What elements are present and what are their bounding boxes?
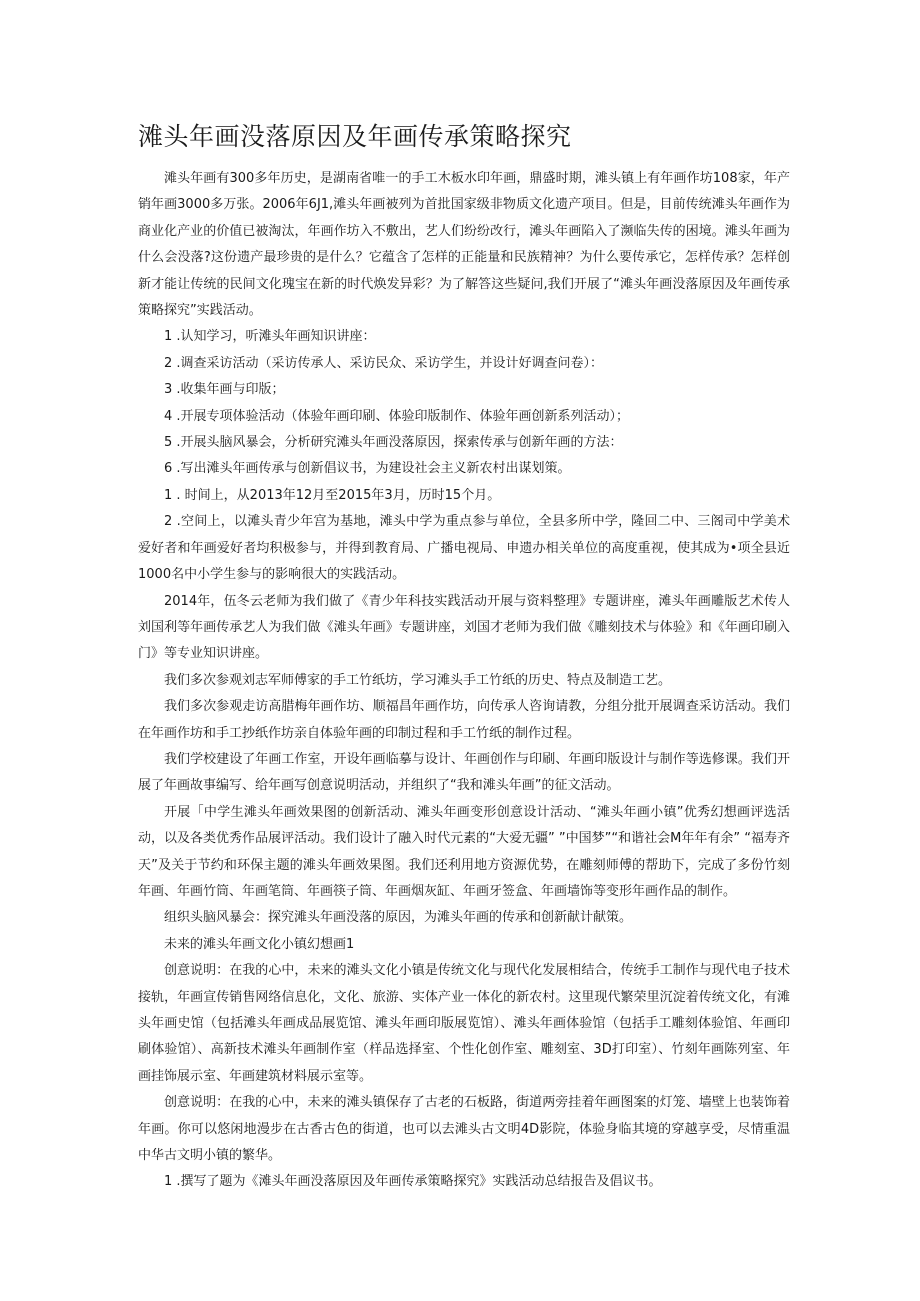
list-item-activity-3: 3 .收集年画与印版；: [164, 382, 285, 398]
list-item-space: 2 .空间上，以滩头青少年宫为基地，滩头中学为重点参与单位，全县多所中学，隆回二中、三阁司中学美术爱好者和年画爱好者均积极参与，并得到教育局、广播电视局、申遗办相关单位的高度重视，使其成为•项全县近1000名中小学生参与的影响很大的实践活动。: [138, 514, 790, 583]
paragraph-lectures: 2014年，伍冬云老师为我们做了《青少年科技实践活动开展与资料整理》专题讲座，滩头年画雕版艺术传人刘国利等年画传承艺人为我们做《滩头年画》专题讲座，刘国才老师为我们做《雕刻技术与体验》和《年画印刷入门》等专业知识讲座。: [138, 593, 790, 662]
list-item-activity-2: 2 .调查采访活动（采访传承人、采访民众、采访学生，并设计好调查问卷）：: [164, 355, 604, 371]
paragraph-innovation: 开展「中学生滩头年画效果图的创新活动、滩头年画变形创意设计活动、“滩头年画小镇”优秀幻想画评选活动，以及各类优秀作品展评活动。我们设计了融入时代元素的“大爱无疆” ”中国梦”“和谐社会M年年有余” “福寿齐天”及关于节约和环保主题的滩头年画效果图。我们还利用地方资源优势，在雕刻师傅的帮助下，完成了多份竹刻年画、年画竹筒、年画笔筒、年画筷子筒、年画烟灰缸、年画牙签盒、年画墙饰等变形年画作品的制作。: [138, 804, 790, 899]
list-item-activity-1: 1 .认知学习，听滩头年画知识讲座：: [164, 329, 376, 345]
list-item-time: 1 . 时间上，从2013年12月至2015年3月，历时15个月。: [164, 487, 501, 503]
paragraph-creative-note-2: 创意说明：在我的心中，未来的滩头镇保存了古老的石板路，街道两旁挂着年画图案的灯笼、墙壁上也装饰着年画。你可以悠闲地漫步在古香古色的街道，也可以去滩头古文明4D影院，体验身临其境的穿越享受，尽情重温中华古文明小镇的繁华。: [138, 1095, 790, 1164]
list-item-activity-6: 6 .写出滩头年画传承与创新倡议书，为建设社会主义新农村出谋划策。: [164, 461, 571, 477]
paragraph-creative-note-1: 创意说明：在我的心中，未来的滩头文化小镇是传统文化与现代化发展相结合，传统手工制作与现代电子技术接轨，年画宣传销售网络信息化，文化、旅游、实体产业一体化的新农村。这里现代繁荣里沉淀着传统文化，有滩头年画史馆（包括滩头年画成品展览馆、滩头年画印版展览馆）、滩头年画体验馆（包括手工雕刻体验馆、年画印刷体验馆）、高新技术滩头年画制作室（样品选择室、个性化创作室、雕刻室、3D打印室）、竹刻年画陈列室、年画挂饰展示室、年画建筑材料展示室等。: [138, 963, 790, 1084]
list-item-activity-4: 4 .开展专项体验活动（体验年画印刷、体验印版制作、体验年画创新系列活动）；: [164, 408, 630, 424]
paragraph-paper-workshop: 我们多次参观刘志军师傅家的手工竹纸坊，学习滩头手工竹纸的历史、特点及制造工艺。: [164, 672, 672, 688]
paragraph-studio: 我们学校建设了年画工作室，开设年画临摹与设计、年画创作与印刷、年画印版设计与制作等选修课。我们开展了年画故事编写、给年画写创意说明活动，并组织了“我和滩头年画”的征文活动。: [138, 751, 790, 794]
document-body: [138, 166, 790, 1196]
document-title: 滩头年画没落原因及年画传承策略探究: [138, 122, 572, 151]
list-item-report: 1 .撰写了题为《滩头年画没落原因及年画传承策略探究》实践活动总结报告及倡议书。: [164, 1174, 662, 1190]
paragraph-fantasy-title: 未来的滩头年画文化小镇幻想画1: [164, 936, 355, 952]
paragraph-brainstorm: 组织头脑风暴会：探究滩头年画没落的原因，为滩头年画的传承和创新献计献策。: [164, 910, 633, 926]
list-item-activity-5: 5 .开展头脑风暴会，分析研究滩头年画没落原因，探索传承与创新年画的方法：: [164, 435, 623, 451]
paragraph-intro: 滩头年画有300多年历史，是湖南省唯一的手工木板水印年画，鼎盛时期，滩头镇上有年画作坊108家，年产销年画3000多万张。2006年6J1,滩头年画被列为首批国家级非物质文化遗产项目。但是，目前传统滩头年画作为商业化产业的价值已被淘汰，年画作坊入不敷出，艺人们纷纷改行，滩头年画陷入了濒临失传的困境。滩头年画为什么会没落?这份遗产最珍贵的是什么？它蕴含了怎样的正能量和民族精神？为什么要传承它，怎样传承？怎样创新才能让传统的民间文化瑰宝在新的时代焕发异彩？为了解答这些疑问,我们开展了“滩头年画没落原因及年画传承策略探究”实践活动。: [138, 171, 790, 319]
paragraph-visits: 我们多次参观走访高腊梅年画作坊、顺福昌年画作坊，向传承人咨询请教，分组分批开展调查采访活动。我们在年画作坊和手工抄纸作坊亲自体验年画的印制过程和手工竹纸的制作过程。: [138, 699, 790, 741]
